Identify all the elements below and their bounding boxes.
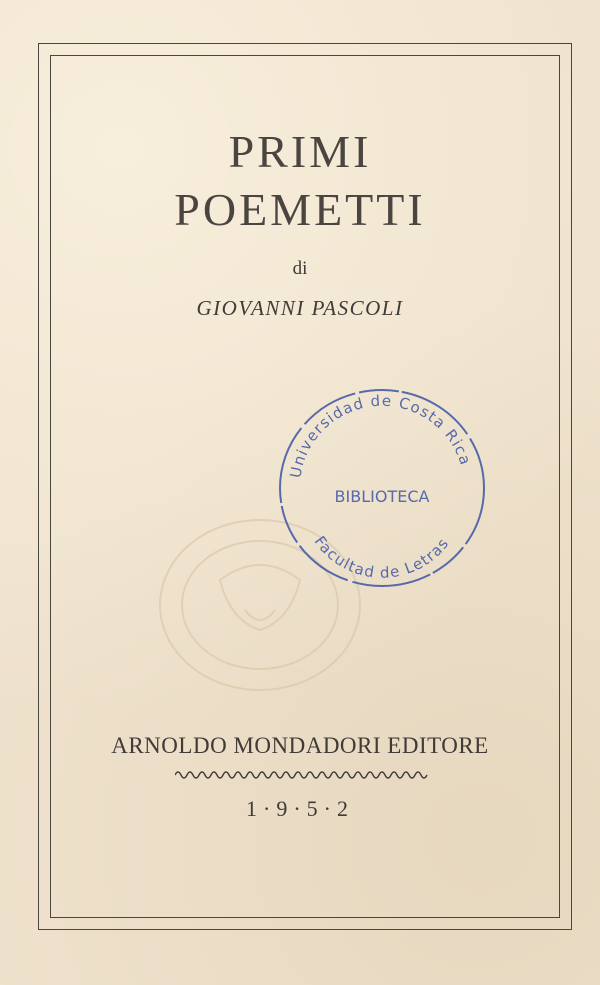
library-stamp [272, 382, 492, 594]
wavy-rule-ornament [175, 768, 430, 782]
stamp-center-text: BIBLIOTECA [334, 487, 430, 506]
publication-year: 1·9·5·2 [246, 796, 354, 821]
title-line-1: PRIMI [228, 126, 372, 177]
stamp-bottom-text: Facultad de Letras [310, 532, 453, 582]
by-line: di [292, 258, 308, 279]
svg-text:Universidad de Costa Rica [286, 392, 475, 480]
publisher-name: ARNOLDO MONDADORI EDITORE [111, 733, 489, 758]
author-name: GIOVANNI PASCOLI [196, 296, 404, 320]
stamp-top-text: Universidad de Costa Rica [286, 391, 475, 480]
title-line-2: POEMETTI [174, 184, 426, 235]
